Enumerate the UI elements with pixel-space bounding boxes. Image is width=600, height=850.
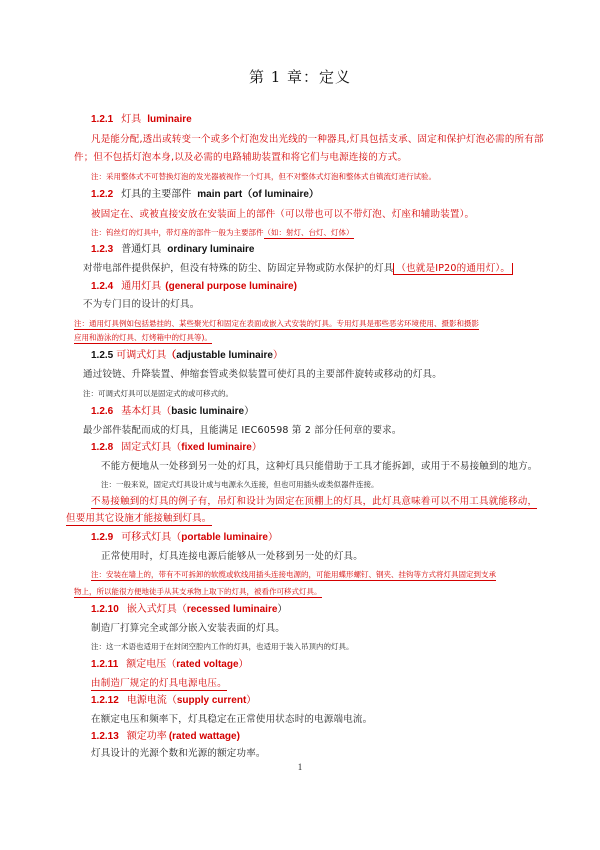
body-line — [83, 263, 513, 274]
note-line: 应用和游泳的灯具、灯烤箱中的灯具等)。 — [74, 333, 212, 342]
section-number: 1.2.2 — [91, 189, 114, 200]
section-number: 1.2.5 — [91, 350, 114, 361]
body-line: 正常使用时，灯具连接电源后能够从一处移到另一处的灯具。 — [101, 551, 363, 562]
section-title-en: luminaire — [147, 114, 192, 125]
section-number: 1.2.12 — [91, 695, 119, 706]
section-heading-1-2-10: 1.2.10 嵌入式灯具（recessed luminaire） — [91, 604, 288, 615]
section-title-en: rated voltage — [176, 659, 239, 670]
body-line: 但要用其它设施才能接触到灯具。 — [66, 513, 212, 526]
section-heading-1-2-8: 1.2.8 固定式灯具（fixed luminaire） — [91, 442, 262, 453]
section-number: 1.2.13 — [91, 731, 119, 742]
section-title-en: (general purpose luminaire) — [165, 281, 297, 292]
body-line: 制造厂打算完全或部分嵌入安装表面的灯具。 — [91, 623, 286, 634]
section-heading-1-2-6: 1.2.6 基本灯具（basic luminaire） — [91, 406, 255, 417]
body-line: 由制造厂规定的灯具电源电压。 — [91, 678, 227, 691]
body-line: 被固定在、或被直接安放在安装面上的部件（可以带也可以不带灯泡、灯座和辅助装置）。 — [91, 209, 475, 220]
section-number: 1.2.6 — [91, 406, 114, 417]
body-line: 不为专门目的设计的灯具。 — [83, 299, 200, 310]
section-heading-1-2-11: 1.2.11 额定电压（rated voltage） — [91, 659, 249, 670]
section-number: 1.2.9 — [91, 532, 114, 543]
body-line: 通过铰链、升降装置、伸缩套管或类似装置可使灯具的主要部件旋转或移动的灯具。 — [83, 369, 442, 380]
section-title-zh: 灯具的主要部件 — [121, 189, 192, 200]
note-line: 注：采用整体式不可替换灯泡的发光器被视作一个灯具，但不对整体式灯泡和整体式自镇流灯进行试验。 — [91, 172, 436, 181]
note-line: 注：安装在墙上的，带有不可拆卸的软缆或软线用插头连接电源的，可能用蝶形螺钉、钢夹、挂钩等方式将灯具固定到支承 — [91, 570, 496, 579]
body-line: 最少部件装配而成的灯具，且能满足 IEC60598 第 2 部分任何章的要求。 — [83, 425, 402, 436]
section-number: 1.2.1 — [91, 114, 114, 125]
section-heading-1-2-1 — [91, 114, 192, 126]
section-title-zh: 额定功率 — [126, 731, 167, 742]
section-title-en: basic luminaire — [171, 406, 245, 417]
note-line: 注：通用灯具例如包括悬挂的、某些聚光灯和固定在表面或嵌入式安装的灯具。专用灯具是那些恶劣环境使用、摄影和摄影 — [74, 319, 479, 328]
page-number: 1 — [297, 762, 303, 772]
section-number: 1.2.3 — [91, 244, 114, 255]
section-title-en: portable luminaire — [181, 532, 268, 543]
section-title-zh: 额定电压 — [126, 659, 167, 670]
section-title-zh: 普通灯具 — [121, 244, 162, 255]
note-line: 注：这一术语也适用于在封闭空腔内工作的灯具，也适用于装入吊顶内的灯具。 — [91, 642, 354, 651]
section-title-en: ordinary luminaire — [167, 244, 255, 255]
section-title-en: supply current — [176, 695, 247, 706]
page-title: 第 1 章：定义 — [248, 68, 352, 86]
body-line: 不易接触到的灯具的例子有，吊灯和设计为固定在顶棚上的灯具，此灯具意味着可以不用工具就能移动， — [91, 496, 537, 509]
section-number: 1.2.10 — [91, 604, 119, 615]
section-title-zh: 灯具 — [121, 114, 142, 125]
note-line — [91, 228, 354, 237]
section-title-zh: 电源电流 — [126, 695, 167, 706]
section-title-zh: 可移式灯具 — [121, 532, 172, 543]
section-title-en: main part（of luminaire） — [197, 189, 319, 200]
section-number: 1.2.4 — [91, 281, 114, 292]
section-title-en: recessed luminaire — [186, 604, 278, 615]
body-line: 凡是能分配,透出或转变一个或多个灯泡发出光线的一种器具,灯具包括支承、固定和保护灯泡必需的所有部 — [91, 134, 544, 145]
body-line: 灯具设计的光源个数和光源的额定功率。 — [91, 748, 266, 759]
section-title-en: adjustable luminaire — [176, 350, 273, 361]
section-heading-1-2-9: 1.2.9 可移式灯具（portable luminaire） — [91, 532, 278, 543]
section-number: 1.2.11 — [91, 659, 119, 670]
section-heading-1-2-2 — [91, 189, 319, 201]
note-line: 注：一般来说，固定式灯具设计成与电源永久连接，但也可用插头或类似器件连接。 — [101, 480, 379, 489]
note-underlined: （如：射灯、台灯、灯体） — [263, 228, 354, 237]
section-title-en: (rated wattage) — [168, 731, 240, 742]
note-line: 注：可调式灯具可以是固定式的或可移式的。 — [83, 389, 233, 398]
section-title-zh: 通用灯具 — [121, 281, 162, 292]
section-heading-1-2-4 — [91, 281, 297, 293]
section-title-zh: 基本灯具 — [121, 406, 162, 417]
section-title-zh: 可调式灯具 — [116, 350, 167, 361]
body-line: 在额定电压和频率下，灯具稳定在正常使用状态时的电源端电流。 — [91, 714, 373, 725]
section-heading-1-2-3 — [91, 244, 255, 256]
body-line: 件；但不包括灯泡本身,以及必需的电路辅助装置和将它们与电源连接的方式。 — [74, 152, 408, 163]
body-line: 不能方便地从一处移到另一处的灯具，这种灯具只能借助于工具才能拆卸，或用于不易接触到的地方。 — [101, 461, 538, 472]
section-number: 1.2.8 — [91, 442, 114, 453]
note-line: 物上，所以能很方便地徒手从其支承物上取下的灯具，被看作可移式灯具。 — [74, 587, 322, 596]
note-text: 注：钨丝灯的灯具中，带灯座的部件一般为主要部件 — [91, 228, 264, 237]
body-underlined: （也就是IP20的通用灯）。 — [393, 263, 513, 275]
section-title-zh: 嵌入式灯具 — [126, 604, 177, 615]
body-text: 对带电部件提供保护，但没有特殊的防尘、防固定异物或防水保护的灯具 — [83, 263, 394, 274]
section-title-en: fixed luminaire — [181, 442, 252, 453]
section-heading-1-2-5: 1.2.5 可调式灯具（adjustable luminaire） — [91, 350, 283, 361]
section-heading-1-2-12: 1.2.12 电源电流（supply current） — [91, 695, 257, 706]
section-heading-1-2-13 — [91, 731, 240, 743]
section-title-zh: 固定式灯具 — [121, 442, 172, 453]
